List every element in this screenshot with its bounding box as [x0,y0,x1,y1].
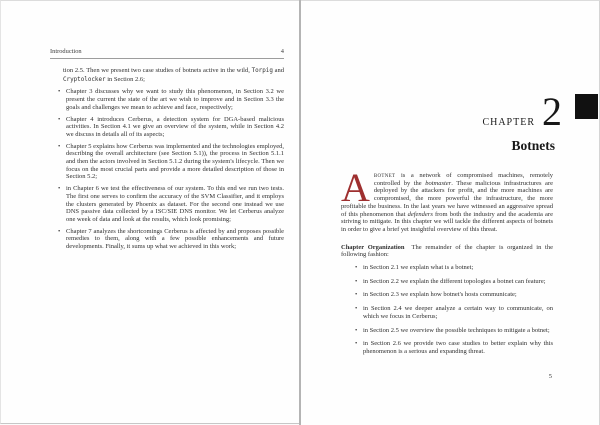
chapter-title: Botnets [511,138,555,153]
smallcaps-word: botnet [373,172,396,179]
chapter-label: CHAPTER [482,117,535,128]
code-word-cryptolocker: Cryptolocker [63,76,106,83]
list-item-section-2-6: • in Section 2.6 we provide two case studies to better explain why this phenomenon is a serious and expanding threat. [341,340,553,355]
list-item-chapter-7: • Chapter 7 analyzes the shortcomings Cerberus is affected by and proposes possible remedies to them, along with a few possible enhancements and future developments. Finally, it sums up what we achieved in this work; [50,228,284,251]
code-word-torpig: Torpig [251,68,273,74]
lead-paragraph [341,165,553,234]
paragraph-text: is a network of compromised machines, remotely controlled by the [373,172,553,187]
chapter-organization-label: Chapter Organization [341,243,405,251]
paragraph-text: tion 2.5. Then we present two case studies of botnets active in the wild, [63,67,252,74]
right-page-body [341,165,554,362]
chapter-organization-paragraph [341,244,553,259]
chapter-number: 2 [542,89,562,134]
list-item-section-2-5: • in Section 2.5 we overview the possible techniques to mitigate a botnet; [341,327,553,335]
running-header-title: Introduction [50,48,82,55]
paragraph-text: from both the industry and the academia are striving to mitigate. In this chapter we will tackle the different aspects of botnets in order to give a brief yet insightful overview of this threat. [341,210,553,233]
list-item-section-2-1: • in Section 2.1 we explain what is a botnet; [341,264,553,272]
list-item-chapter-5: • Chapter 5 explains how Cerberus was implemented and the technologies employed, describing the overall architecture (see Section 5.1)), the process in Section 5.1.1 and then the actors involved in Section 5.1.2 during the system's lifecycle. Then we focus on the most crucial parts and provide a more detailed description of those in Section 5.2; [50,143,284,182]
italic-word-defenders: defenders [407,210,433,218]
paragraph-text: and [272,67,284,74]
chapter-square-ornament [575,94,598,119]
page-left [0,0,299,424]
page-right [301,0,600,425]
list-item-chapter-6: • in Chapter 6 we test the effectiveness of our system. To this end we run two tests. The first one serves to confirm the accuracy of the SVM Classifier, and it employs the clusters generated by Phoenix as dataset. For the second one instead we use DNS passive data collected by a ISC/SIE DNS monitor. We let Cerberus analyze one week of data and look at the results, which look promising; [50,185,284,224]
page-number: 5 [548,373,552,380]
continuation-paragraph [63,67,284,84]
dropcap-letter: A [341,165,370,210]
list-item-chapter-4: • Chapter 4 introduces Cerberus, a detection system for DGA-based malicious activities. In Section 4.1 we give an overview of the system, while in Section 4.2 we discuss in details all of its aspects; [50,116,284,139]
chapter-heading [482,89,562,134]
left-page-body [50,67,284,255]
paragraph-text: . These malicious infrastructures are deployed by the attackers for profit, and the more machines are compromised, the more powerful the infrastructure, the more profitable the business. In the last years we have witnessed an aggressive spread of this phenomenon that [341,179,553,218]
list-item-section-2-2: • in Section 2.2 we explain the different topologies a botnet can feature; [341,278,553,286]
paragraph-text: The remainder of the chapter is organized in the following fashion: [341,243,554,259]
list-item-section-2-4: • in Section 2.4 we deeper analyze a certain way to communicate, on which we focus in Cerberus; [341,305,553,320]
running-header [50,48,284,59]
paragraph-text: in Section 2.6; [105,75,145,83]
italic-word-botmaster: botmaster [425,179,452,187]
list-item-chapter-3: • Chapter 3 discusses why we want to study this phenomenon, in Section 3.2 we present the current the state of the art we wish to improve and in Section 3.3 the goals and challenges we mean to achieve and face, respectively; [50,88,284,111]
list-item-section-2-3: • in Section 2.3 we explain how botnet's hosts communicate; [341,291,553,299]
running-header-page-number: 4 [280,48,284,55]
